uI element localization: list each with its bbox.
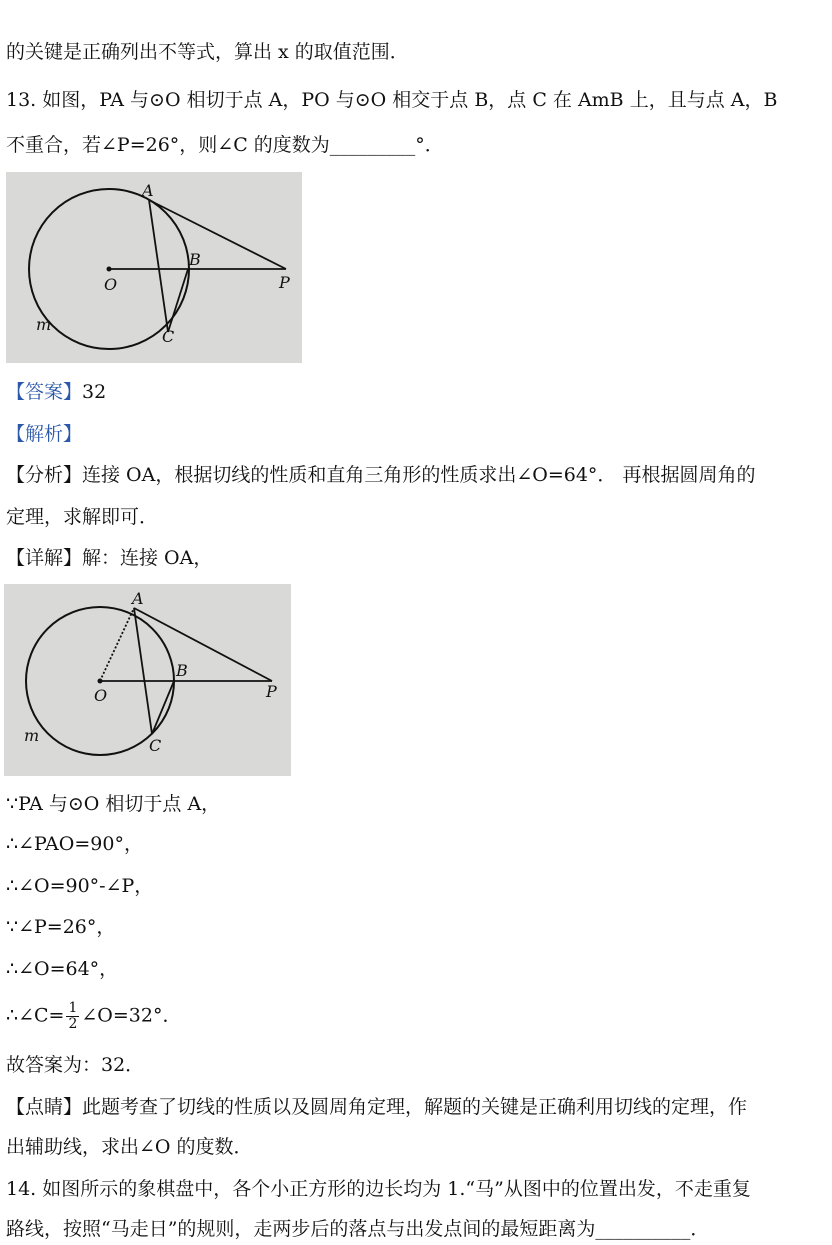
step-6 (6, 1001, 181, 1032)
center-point (98, 679, 103, 684)
line-oa-dashed (100, 608, 134, 681)
line-bc (168, 269, 188, 332)
line-ac (149, 200, 168, 332)
label-a: A (142, 181, 154, 200)
geometry-figure-1 (6, 172, 302, 363)
question-14-stem-cont: 路线，按照“马走日”的规则，走两步后的落点与出发点间的最短距离为__________． (6, 1218, 710, 1240)
analysis-text: 【分析】连接 OA，根据切线的性质和直角三角形的性质求出∠O=64°． 再根据圆周角的 (6, 464, 756, 486)
label-a: A (132, 589, 144, 608)
label-b: B (176, 661, 188, 680)
label-m: m (24, 726, 40, 745)
detail-heading: 【详解】解：连接 OA， (6, 547, 213, 569)
remark-text: 【点睛】此题考查了切线的性质以及圆周角定理，解题的关键是正确利用切线的定理，作 (6, 1096, 748, 1118)
fraction-one-half (66, 1001, 79, 1032)
geometry-figure-2 (4, 584, 291, 776)
answer-tag: 【答案】 (6, 381, 83, 403)
step-2: ∴∠PAO=90°， (6, 833, 143, 855)
label-c: C (149, 736, 162, 755)
step-6-left: ∴∠C= (6, 1004, 65, 1027)
center-point (107, 267, 112, 272)
line-pa (149, 200, 286, 269)
step-6-right: ∠O=32°． (81, 1004, 182, 1027)
question-13-stem-cont: 不重合，若∠P=26°，则∠C 的度数为_________°． (6, 134, 444, 156)
answer-line (6, 378, 106, 406)
text-line: 的关键是正确列出不等式，算出 x 的取值范围． (6, 41, 409, 63)
label-m: m (36, 315, 52, 334)
answer-summary: 故答案为：32． (6, 1054, 145, 1076)
label-c: C (162, 327, 175, 346)
line-bc (152, 681, 174, 734)
fraction-denominator: 2 (68, 1016, 78, 1032)
question-14-stem: 14. 如图所示的象棋盘中，各个小正方形的边长均为 1.“马”从图中的位置出发，不走重复 (6, 1178, 751, 1200)
analysis-tag: 【解析】 (6, 423, 83, 445)
step-3: ∴∠O=90°-∠P， (6, 875, 154, 897)
step-5: ∴∠O=64°， (6, 958, 119, 980)
analysis-text-cont: 定理，求解即可． (6, 506, 159, 528)
label-o: O (94, 686, 108, 705)
label-b: B (189, 250, 201, 269)
label-p: P (266, 682, 277, 701)
label-o: O (104, 275, 118, 294)
step-1: ∵PA 与⊙O 相切于点 A， (6, 793, 221, 815)
answer-value: 32 (82, 381, 107, 403)
label-p: P (279, 273, 290, 292)
remark-text-cont: 出辅助线，求出∠O 的度数． (6, 1136, 253, 1158)
line-pa (134, 608, 272, 681)
fraction-numerator: 1 (68, 1000, 78, 1016)
question-13-stem: 13. 如图，PA 与⊙O 相切于点 A，PO 与⊙O 相交于点 B，点 C 在 AmB 上，且与点 A，B (6, 89, 778, 111)
step-4: ∵∠P=26°， (6, 916, 116, 938)
